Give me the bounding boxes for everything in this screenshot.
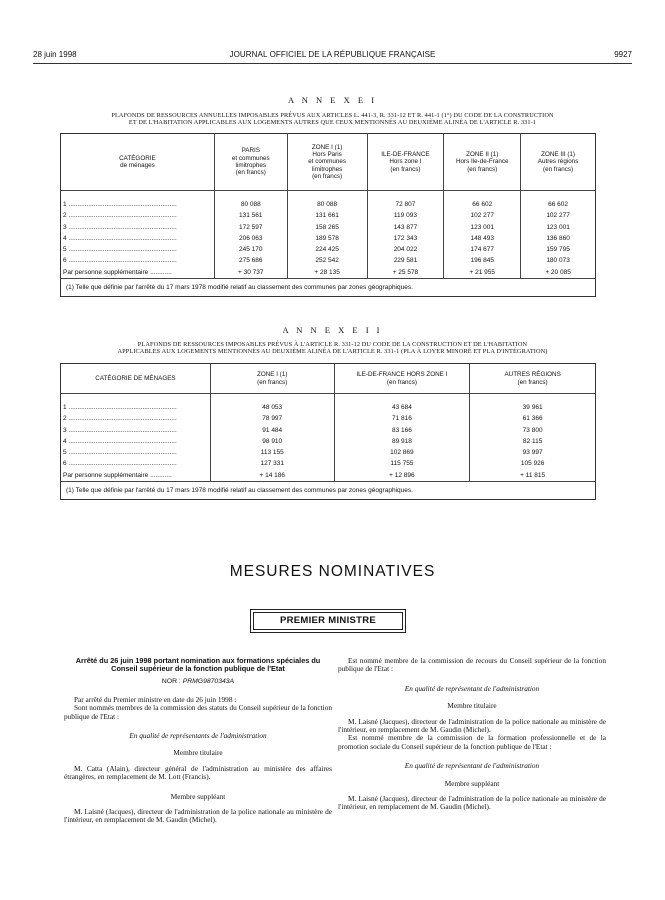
table-cell: 43 684 xyxy=(334,394,470,414)
row-label-text: 3 xyxy=(63,223,67,231)
annex1-subtitle-line1: PLAFONDS DE RESSOURCES ANNUELLES IMPOSABLES PRÉVUS AUX ARTICLES L. 441-3, R. 331-12 ET R. 441-1 (1°) DU CODE DE LA CONSTRUCTION xyxy=(111,112,554,119)
table-cell: + 28 135 xyxy=(287,267,367,279)
table-cell: + 30 737 xyxy=(214,267,287,279)
row-label-text: 4 xyxy=(63,437,67,445)
row-label-text: 5 xyxy=(63,246,67,254)
table-cell: 89 918 xyxy=(334,436,470,447)
table-cell: 66 602 xyxy=(444,191,521,211)
leader-dots: ............................................................ xyxy=(66,437,177,445)
paragraph: M. Laisné (Jacques), directeur de l'administration de la police nationale au ministère de l'intérieur, en remplacement de M. Gaudin (Michel). xyxy=(338,794,606,812)
row-label xyxy=(61,447,211,458)
right-column xyxy=(338,657,606,812)
row-label xyxy=(61,436,211,447)
annex2-subtitle-line1: PLAFONDS DE RESSOURCES IMPOSABLES PRÉVUS À L'ARTICLE R. 331-12 DU CODE DE LA CONSTRUCTION ET DE L'HABITATION xyxy=(137,341,528,348)
header-date: 28 juin 1998 xyxy=(33,50,77,59)
row-label xyxy=(61,267,215,279)
table-cell: 80 088 xyxy=(214,191,287,211)
row-label xyxy=(61,233,215,244)
subheading-membre-suppleant: Membre suppléant xyxy=(170,791,226,801)
leader-dots: ............ xyxy=(148,268,172,276)
table-cell: 91 484 xyxy=(210,425,334,436)
leader-dots: ............................................................ xyxy=(66,223,177,231)
row-label xyxy=(61,413,211,424)
row-label xyxy=(61,470,211,482)
row-label xyxy=(61,210,215,221)
annex1-header-row xyxy=(61,134,596,191)
annex2-header-cell: ILE-DE-FRANCE HORS ZONE I (en francs) xyxy=(334,364,470,394)
row-label-text: 1 xyxy=(63,404,67,411)
annex2-header-row xyxy=(61,364,596,394)
paragraph: M. Laisné (Jacques), directeur de l'administration de la police nationale au ministère de l'intérieur, en remplacement de M. Gaudin (Michel). xyxy=(338,716,606,735)
row-label-text: 2 xyxy=(63,212,67,220)
table-cell: + 12 896 xyxy=(334,470,470,482)
table-cell: 204 022 xyxy=(367,244,444,255)
table-cell: 172 343 xyxy=(367,233,444,244)
annex2-header-cell: AUTRES RÉGIONS (en francs) xyxy=(470,364,596,394)
table-cell: 39 961 xyxy=(522,404,543,411)
table-cell: 105 926 xyxy=(520,460,545,468)
annex2-table xyxy=(60,363,596,500)
table-row xyxy=(61,255,596,266)
leader-dots: ............................................................ xyxy=(66,404,177,411)
left-column xyxy=(64,657,332,825)
row-label xyxy=(61,244,215,255)
table-row xyxy=(61,267,596,279)
table-cell: + 14 186 xyxy=(210,470,334,482)
nor-value: PRMG9870343A xyxy=(182,678,235,686)
annex2-title: A N N E X E I I xyxy=(282,325,383,335)
leader-dots: ............................................................ xyxy=(66,449,177,457)
annex1-header-cell: ZONE III (1) Autres régions (en francs) xyxy=(521,134,596,191)
annex1-footnote: (1) Telle que définie par l'arrêté du 17 mars 1978 modifié relatif au classement des communes par zones géographiques. xyxy=(61,279,596,297)
row-label-text: 6 xyxy=(63,257,67,265)
paragraph: M. Laisné (Jacques), directeur de l'administration de la police nationale au ministère de l'intérieur, en remplacement de M. Gaudin (Michel). xyxy=(64,807,332,825)
nor-label: NOR : xyxy=(161,678,183,686)
subheading-membre-titulaire: Membre titulaire xyxy=(447,701,497,711)
annex1-header-cell: ILE-DE-FRANCE Hors zone I (en francs) xyxy=(367,134,444,191)
paragraph: Est nommé membre de la commission de recours du Conseil supérieur de la fonction publique de l'Etat : xyxy=(338,656,606,674)
table-cell: 158 265 xyxy=(287,222,367,233)
leader-dots: ............................................................ xyxy=(66,460,177,468)
table-cell: 61 366 xyxy=(522,415,543,423)
table-cell: 172 597 xyxy=(214,222,287,233)
table-cell: 131 661 xyxy=(287,210,367,221)
table-cell: 127 331 xyxy=(210,458,334,469)
header-journal-title: JOURNAL OFFICIEL DE LA RÉPUBLIQUE FRANÇAISE xyxy=(229,50,436,59)
annex1-header-cell: CATÉGORIE de ménages xyxy=(61,134,215,191)
table-row xyxy=(61,191,596,211)
leader-dots: ............................................................ xyxy=(66,212,177,220)
table-cell: 80 088 xyxy=(287,191,367,211)
subheading-membre-titulaire: Membre titulaire xyxy=(173,748,223,758)
leader-dots: ............................................................ xyxy=(66,234,177,242)
row-label-text: 1 xyxy=(63,201,67,208)
table-row xyxy=(61,222,596,233)
header-rule xyxy=(33,63,632,64)
table-cell: + 21 955 xyxy=(444,267,521,279)
table-cell: + 25 578 xyxy=(367,267,444,279)
leader-dots: ............ xyxy=(148,471,172,479)
section-title-mesures-nominatives: MESURES NOMINATIVES xyxy=(229,563,436,580)
leader-dots: ............................................................ xyxy=(66,246,177,254)
annex1-title: A N N E X E I xyxy=(287,95,378,105)
row-label-text: 5 xyxy=(63,449,67,457)
table-row xyxy=(61,425,596,436)
table-cell: 189 578 xyxy=(287,233,367,244)
table-cell: 136 860 xyxy=(546,234,570,242)
annex1-table xyxy=(60,133,596,297)
subheading-membre-suppleant: Membre suppléant xyxy=(444,778,500,788)
row-label xyxy=(61,458,211,469)
table-cell: 275 686 xyxy=(214,255,287,266)
table-cell: 71 816 xyxy=(334,413,470,424)
row-label-text: 3 xyxy=(63,426,67,434)
table-cell: 123 001 xyxy=(546,223,570,231)
row-label xyxy=(61,191,215,211)
table-cell: 83 166 xyxy=(334,425,470,436)
table-cell: 115 755 xyxy=(334,458,470,469)
ministry-heading: PREMIER MINISTRE xyxy=(253,612,403,630)
table-cell: 113 155 xyxy=(210,447,334,458)
table-cell: 159 795 xyxy=(546,246,570,254)
table-cell: 72 807 xyxy=(367,191,444,211)
header-page-number: 9927 xyxy=(614,50,632,59)
nor-reference xyxy=(64,678,332,686)
table-cell: 48 053 xyxy=(210,394,334,414)
table-row xyxy=(61,210,596,221)
paragraph: Par arrêté du Premier ministre en date du 26 juin 1998 : xyxy=(74,694,237,704)
annex1-subtitle-line2: ET DE L'HABITATION APPLICABLES AUX LOGEMENTS AUTRES QUE CEUX MENTIONNÉS AU DEUXIÈME ALINÉA DE L'ARTICLE R. 331-1 xyxy=(128,119,537,127)
subheading-qualite: En qualité de représentant de l'administration xyxy=(404,761,540,771)
row-label xyxy=(61,222,215,233)
table-row xyxy=(61,436,596,447)
row-label xyxy=(61,425,211,436)
table-cell: 93 997 xyxy=(522,449,543,457)
row-label xyxy=(61,255,215,266)
paragraph: Est nommé membre de la commission de la formation professionnelle et de la promotion sociale du Conseil supérieur de la fonction publique de l'Etat : xyxy=(338,733,606,751)
paragraph: Sont nommés membres de la commission des statuts du Conseil supérieur de la fonction publique de l'Etat : xyxy=(64,703,332,721)
annex2-header-cell: ZONE I (1) (en francs) xyxy=(210,364,334,394)
table-cell: 102 277 xyxy=(444,210,521,221)
table-row xyxy=(61,244,596,255)
table-cell: 229 581 xyxy=(367,255,444,266)
row-label-text: Par personne supplémentaire xyxy=(63,471,149,479)
table-cell: 143 877 xyxy=(367,222,444,233)
table-cell: 174 677 xyxy=(444,244,521,255)
annex2-subtitle xyxy=(40,341,625,356)
table-cell: 78 997 xyxy=(210,413,334,424)
table-row xyxy=(61,233,596,244)
annex2-footnote: (1) Telle que définie par l'arrêté du 17 mars 1978 modifié relatif au classement des communes par zones géographiques. xyxy=(61,482,596,500)
table-cell: 102 869 xyxy=(334,447,470,458)
table-cell: + 20 085 xyxy=(545,268,571,276)
table-cell: 73 800 xyxy=(522,426,543,434)
table-row xyxy=(61,413,596,424)
table-cell: + 11 815 xyxy=(520,471,546,479)
annex2-subtitle-line2: APPLICABLES AUX LOGEMENTS MENTIONNÉS AU DEUXIÈME ALINÉA DE L'ARTICLE R. 331-1 (PLA À LOYER MINORÉ ET PLA D'INTÉGRATION) xyxy=(117,348,548,356)
table-row xyxy=(61,394,596,414)
paragraph: M. Catta (Alain), directeur général de l'administration au ministère des affaires étrangères, en remplacement de M. Lott (Francis). xyxy=(64,763,332,782)
table-cell: 123 001 xyxy=(444,222,521,233)
table-cell: 66 602 xyxy=(548,201,569,208)
table-row xyxy=(61,470,596,482)
table-cell: 180 073 xyxy=(546,257,570,265)
table-cell: 206 063 xyxy=(214,233,287,244)
table-cell: 82 115 xyxy=(522,437,543,445)
table-cell: 224 425 xyxy=(287,244,367,255)
annex2-header-cell: CATÉGORIE DE MÉNAGES xyxy=(61,364,211,394)
leader-dots: ............................................................ xyxy=(66,201,177,208)
table-row xyxy=(61,447,596,458)
leader-dots: ............................................................ xyxy=(66,257,177,265)
table-cell: 98 910 xyxy=(210,436,334,447)
annex1-subtitle xyxy=(40,112,625,127)
annex1-header-cell: ZONE I (1) Hors Paris et communes limitrophes (en francs) xyxy=(287,134,367,191)
table-cell: 119 093 xyxy=(367,210,444,221)
leader-dots: ............................................................ xyxy=(66,415,177,423)
row-label xyxy=(61,394,211,414)
leader-dots: ............................................................ xyxy=(66,426,177,434)
subheading-qualite: En qualité de représentant de l'administration xyxy=(404,683,540,693)
table-cell: 102 277 xyxy=(546,212,570,220)
page-header xyxy=(33,50,632,62)
decree-title: Arrêté du 26 juin 1998 portant nomination aux formations spéciales du Conseil supérieur de la fonction publique de l'Etat xyxy=(75,656,321,674)
annex1-header-cell: PARIS et communes limitrophes (en francs) xyxy=(214,134,287,191)
row-label-text: 6 xyxy=(63,460,67,468)
table-row xyxy=(61,458,596,469)
table-cell: 196 845 xyxy=(444,255,521,266)
table-cell: 252 542 xyxy=(287,255,367,266)
row-label-text: 4 xyxy=(63,234,67,242)
table-cell: 245 170 xyxy=(214,244,287,255)
annex1-header-cell: ZONE II (1) Hors Ile-de-France (en francs) xyxy=(444,134,521,191)
table-cell: 131 561 xyxy=(214,210,287,221)
row-label-text: 2 xyxy=(63,415,67,423)
table-cell: 148 493 xyxy=(444,233,521,244)
row-label-text: Par personne supplémentaire xyxy=(63,268,149,276)
subheading-qualite: En qualité de représentants de l'administration xyxy=(129,731,267,741)
